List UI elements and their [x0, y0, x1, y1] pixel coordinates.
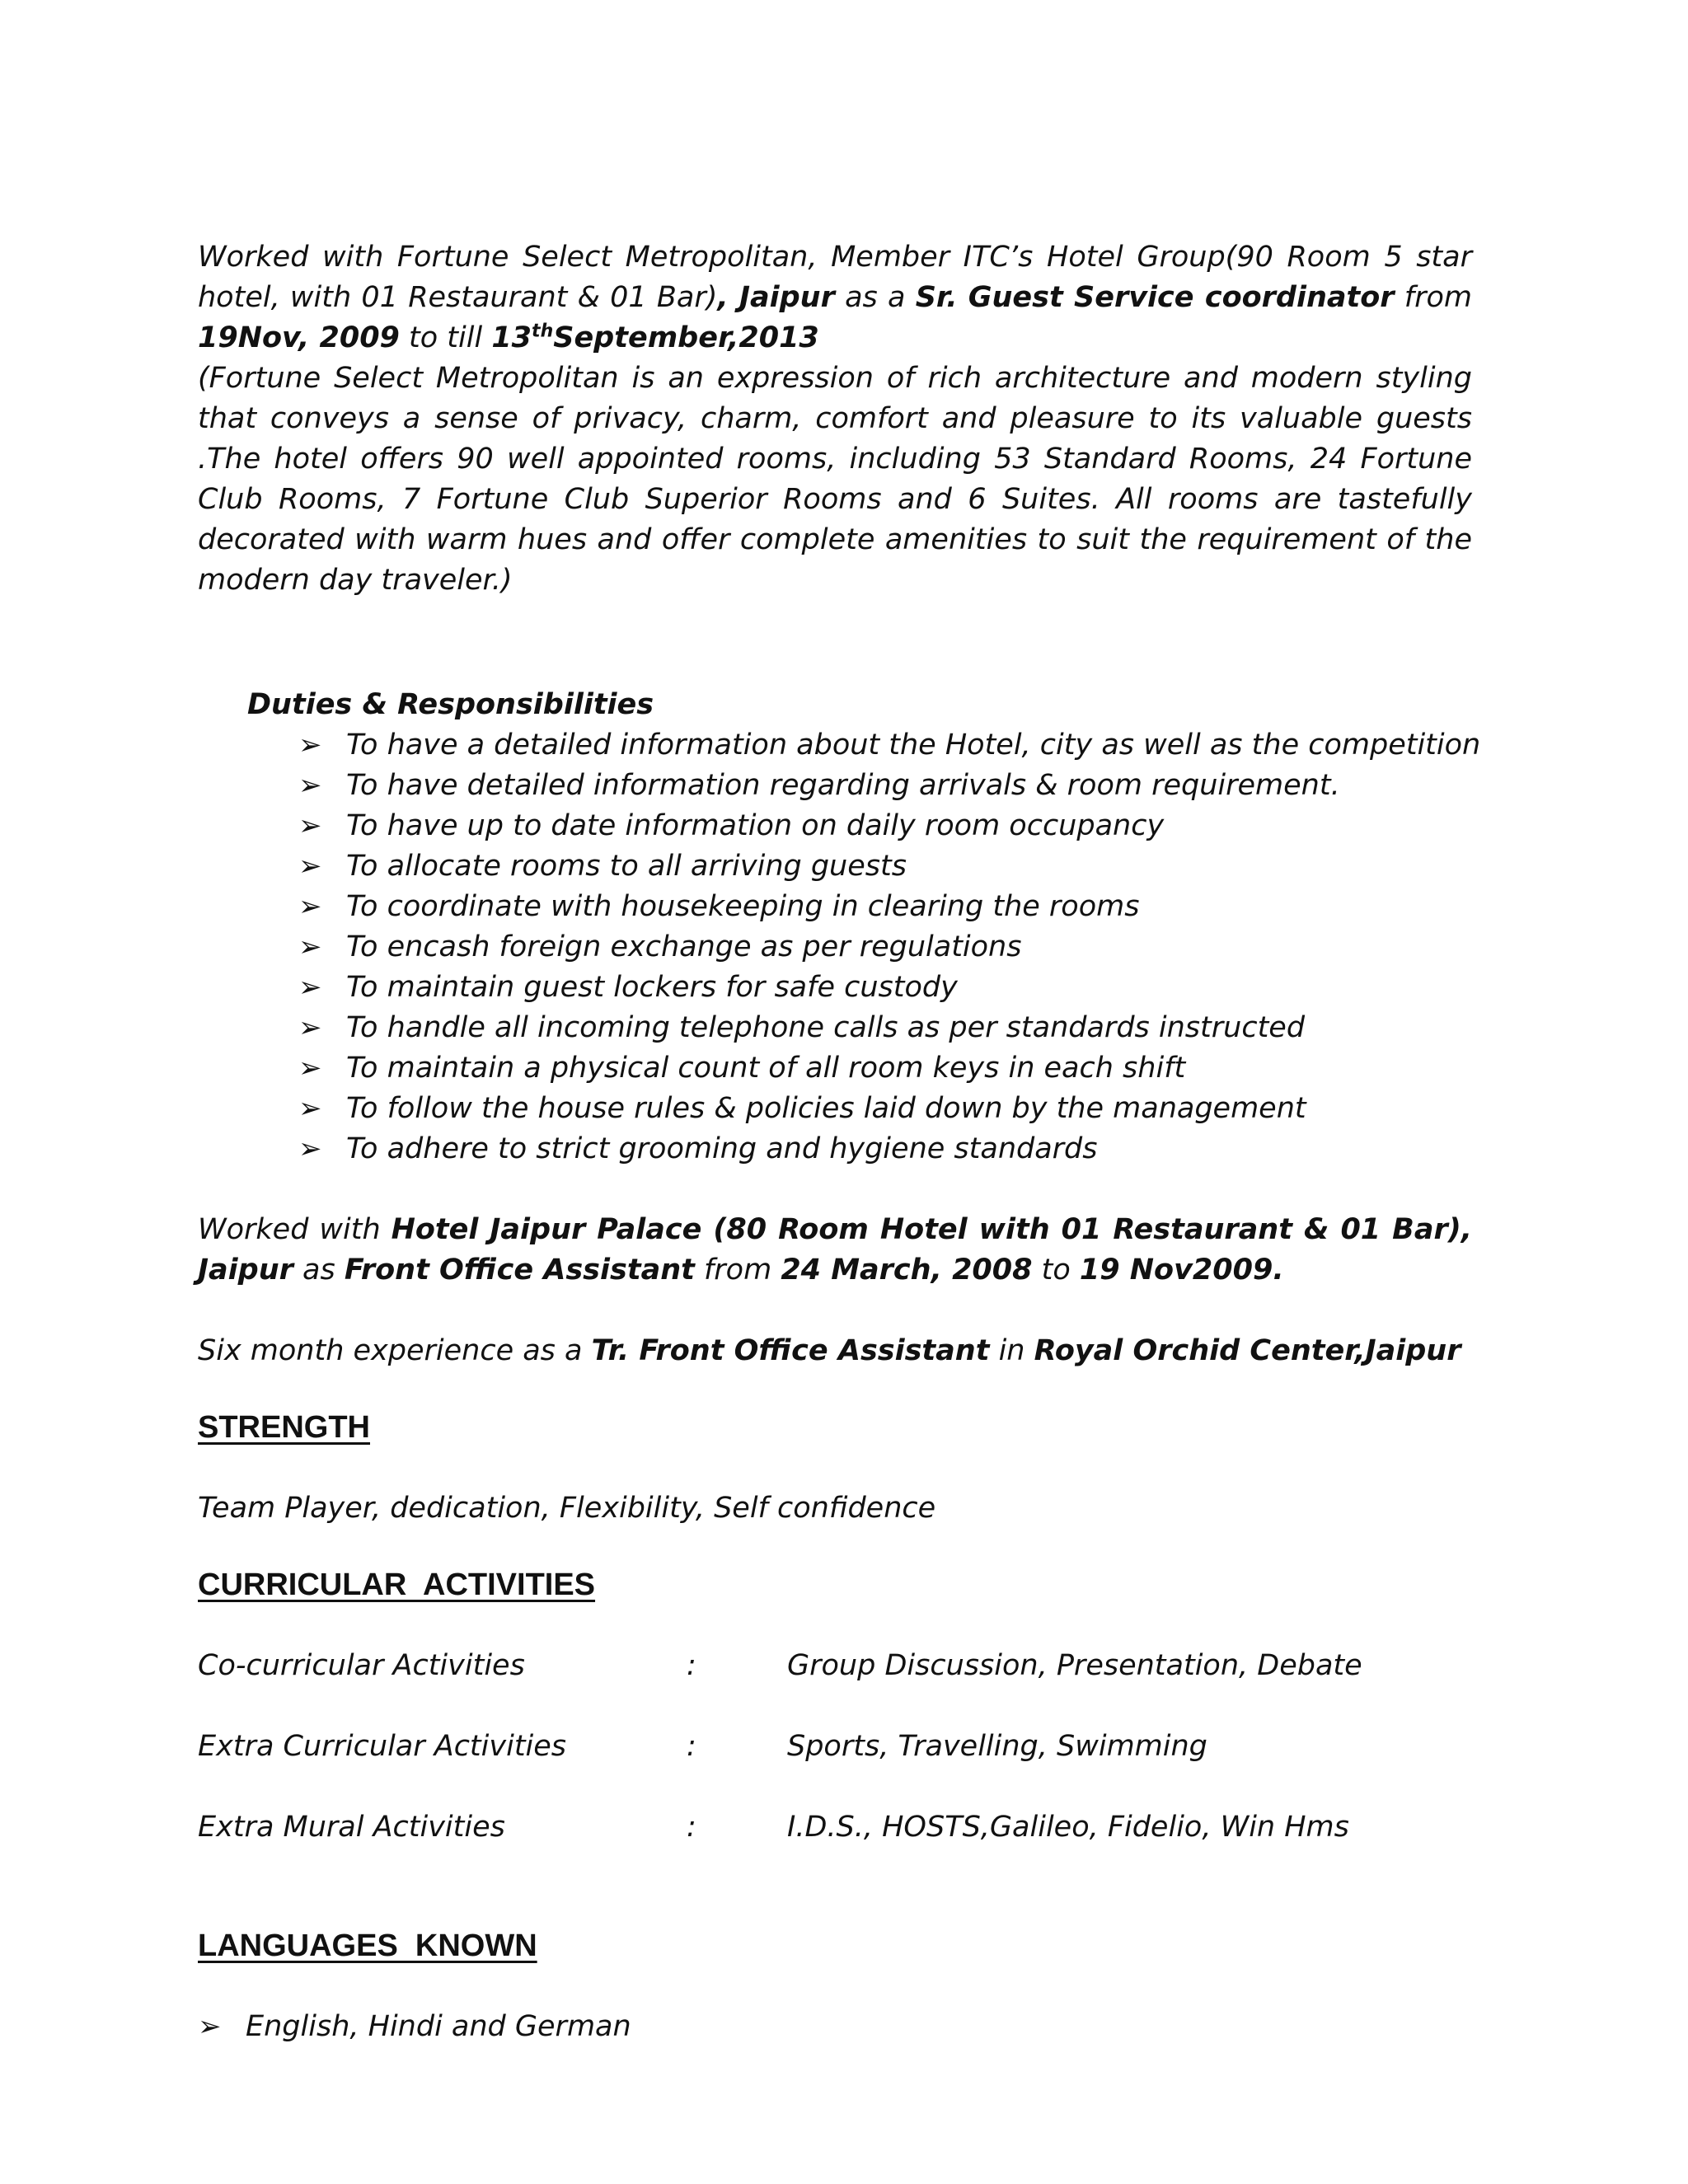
- experience-intro: Worked with Fortune Select Metropolitan, Member ITC’s Hotel Group(90 Room 5 star hotel, with 01 Restaurant & 01 Bar): [198, 241, 1472, 314]
- employer-name: Royal Orchid Center,Jaipur: [1034, 1334, 1461, 1367]
- job-title: Front Office Assistant: [344, 1254, 695, 1286]
- list-item: ➢ To maintain a physical count of all room keys in each shift: [298, 1048, 1472, 1089]
- job-title: Tr. Front Office Assistant: [591, 1334, 990, 1367]
- table-row: [198, 1646, 1472, 1686]
- experience-city: , Jaipur: [717, 281, 835, 314]
- duties-list: [298, 725, 1481, 1169]
- arrow-bullet-icon: ➢: [298, 769, 322, 802]
- table-row: [198, 1727, 1472, 1767]
- arrow-bullet-icon: ➢: [298, 971, 322, 1004]
- arrow-bullet-icon: ➢: [298, 930, 322, 963]
- experience-start-date: 19Nov, 2009: [198, 321, 400, 354]
- list-item: [198, 2007, 1472, 2047]
- list-item: ➢ To adhere to strict grooming and hygiene standards: [298, 1129, 1472, 1169]
- end-date: 19 Nov2009.: [1079, 1254, 1284, 1286]
- activity-label: Co-curricular Activities: [198, 1649, 525, 1682]
- arrow-bullet-icon: ➢: [298, 850, 322, 883]
- list-item: ➢ To have up to date information on daily room occupancy: [298, 806, 1472, 846]
- activity-value: Group Discussion, Presentation, Debate: [787, 1649, 1362, 1682]
- experience-fortune-select: [198, 237, 1472, 359]
- list-item: ➢ To have a detailed information about the Hotel, city as well as the competition: [298, 725, 1472, 766]
- arrow-bullet-icon: ➢: [298, 729, 322, 762]
- activity-colon: :: [687, 1649, 696, 1682]
- experience-role: Sr. Guest Service coordinator: [915, 281, 1395, 314]
- arrow-bullet-icon: ➢: [298, 1132, 322, 1165]
- list-item: ➢ To handle all incoming telephone calls as per standards instructed: [298, 1008, 1472, 1048]
- activity-colon: :: [687, 1730, 696, 1763]
- arrow-bullet-icon: ➢: [198, 2010, 222, 2043]
- arrow-bullet-icon: ➢: [298, 890, 322, 923]
- start-date: 24 March, 2008: [781, 1254, 1033, 1286]
- languages-heading: LANGUAGES KNOWN: [198, 1929, 537, 1963]
- activity-value: I.D.S., HOSTS,Galileo, Fidelio, Win Hms: [787, 1811, 1349, 1844]
- experience-to-label: to till: [399, 321, 492, 354]
- experience-royal-orchid: Six month experience as a Tr. Front Office Assistant in Royal Orchid Center,Jaipur: [198, 1334, 1461, 1367]
- resume-content: [198, 237, 1481, 2047]
- strength-text: Team Player, dedication, Flexibility, Self confidence: [198, 1492, 936, 1525]
- list-item: ➢ To encash foreign exchange as per regulations: [298, 927, 1472, 968]
- experience-jaipur-palace: Worked with Hotel Jaipur Palace (80 Room Hotel with 01 Restaurant & 01 Bar), Jaipur as Front Office Assistant from 24 March, 2008 to 19 Nov2009.: [198, 1213, 1473, 1286]
- arrow-bullet-icon: ➢: [298, 809, 322, 842]
- languages-text: English, Hindi and German: [246, 2010, 631, 2043]
- experience-end-day: 13: [491, 321, 532, 354]
- list-item: ➢ To maintain guest lockers for safe custody: [298, 968, 1472, 1008]
- experience-from-label: from: [1394, 281, 1472, 314]
- list-item: ➢ To allocate rooms to all arriving guests: [298, 846, 1472, 887]
- strength-heading: STRENGTH: [198, 1410, 370, 1445]
- activity-value: Sports, Travelling, Swimming: [787, 1730, 1207, 1763]
- employer-name: Hotel Jaipur Palace (80 Room Hotel with 01 Restaurant & 01 Bar), Jaipur: [198, 1213, 1473, 1286]
- experience-end-date: September,2013: [553, 321, 819, 354]
- arrow-bullet-icon: ➢: [298, 1011, 322, 1044]
- list-item: ➢ To have detailed information regarding arrivals & room requirement.: [298, 766, 1472, 806]
- activity-label: Extra Mural Activities: [198, 1811, 505, 1844]
- arrow-bullet-icon: ➢: [298, 1092, 322, 1125]
- arrow-bullet-icon: ➢: [298, 1052, 322, 1085]
- hotel-description: (Fortune Select Metropolitan is an expression of rich architecture and modern styling that conveys a sense of privacy, charm, comfort and pleasure to its valuable guests .The hotel offers 90 well appointed rooms, including 53 Standard Rooms, 24 Fortune Club Rooms, 7 Fortune Club Superior Rooms and 6 Suites. All rooms are tastefully decorated with warm hues and offer complete amenities to suit the requirement of the modern day traveler.): [198, 362, 1472, 597]
- list-item: ➢ To follow the house rules & policies laid down by the management: [298, 1089, 1472, 1129]
- activity-colon: :: [687, 1811, 696, 1844]
- duties-heading: Duties & Responsibilities: [247, 688, 654, 721]
- curricular-table: [198, 1646, 1472, 1848]
- experience-connector: as a: [834, 281, 916, 314]
- experience-end-suffix: th: [532, 321, 554, 342]
- list-item: ➢ To coordinate with housekeeping in clearing the rooms: [298, 887, 1472, 927]
- curricular-heading: CURRICULAR ACTIVITIES: [198, 1568, 596, 1602]
- activity-label: Extra Curricular Activities: [198, 1730, 567, 1763]
- table-row: [198, 1807, 1472, 1848]
